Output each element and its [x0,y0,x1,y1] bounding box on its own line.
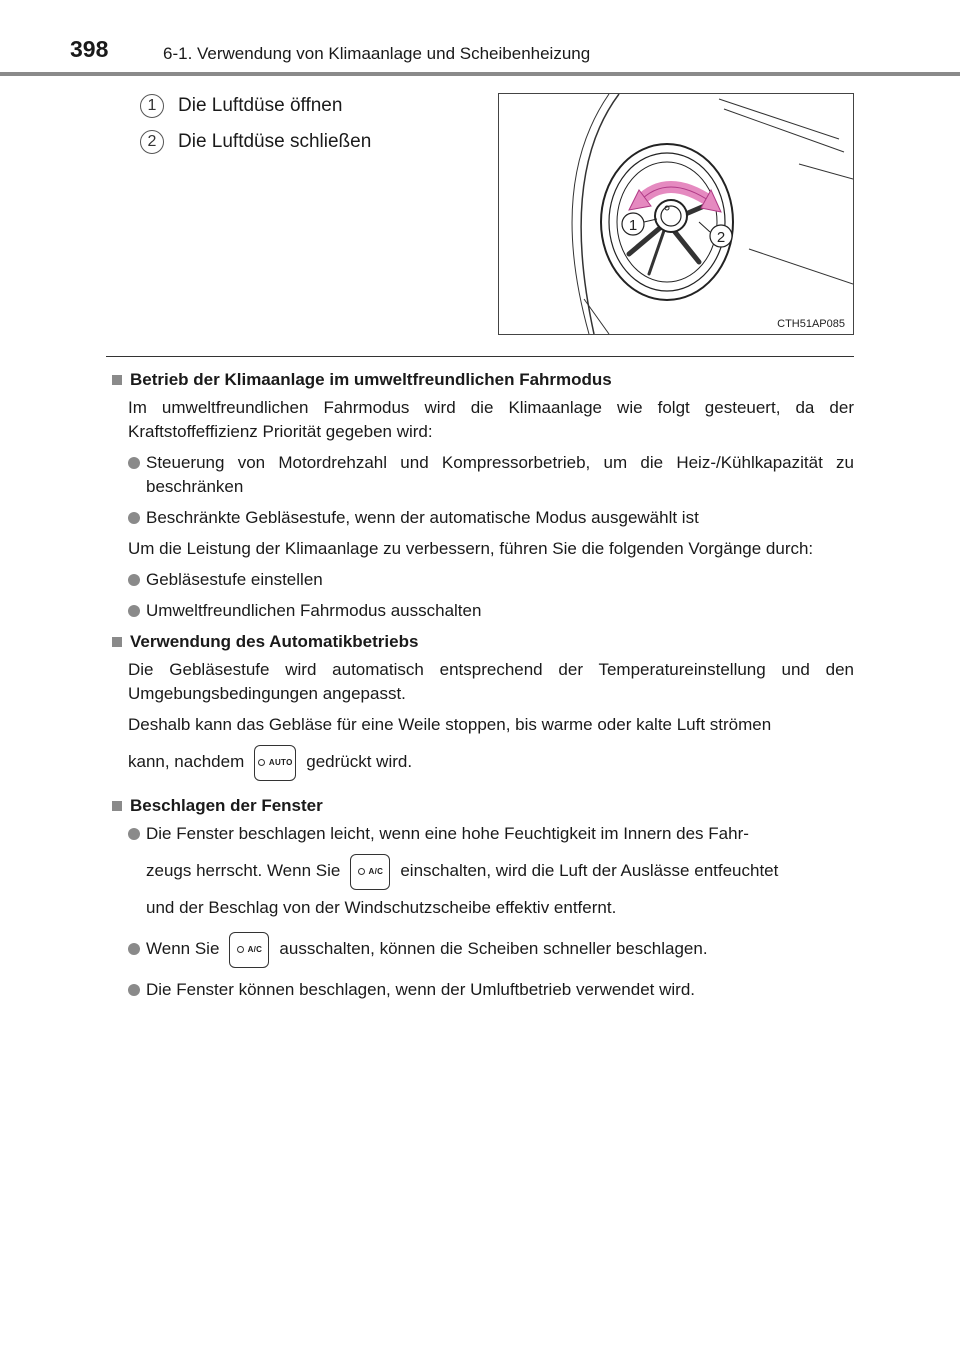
paragraph-auto-3-before: kann, nachdem [128,752,245,771]
round-bullet-icon [128,943,140,955]
fog-b2-after: ausschalten, können die Scheiben schneller beschlagen. [279,939,708,958]
section-title-fog: Beschlagen der Fenster [130,796,323,815]
fog-b1-line2-before: zeugs herrscht. Wenn Sie [146,861,341,880]
paragraph-auto-3-after: gedrückt wird. [306,752,413,771]
list-item-text [146,924,854,974]
figure-legend [140,88,371,160]
section-heading-auto [108,630,854,654]
square-bullet-icon [112,637,122,647]
dashboard-line [749,249,853,284]
list-item [108,506,854,530]
page-header [0,0,960,80]
callout-1-label: 1 [628,217,638,234]
list-item-text: Gebläsestufe einstellen [146,570,323,589]
round-bullet-icon [128,512,140,524]
section-heading-fog [108,794,854,818]
legend-item-close [140,124,371,160]
legend-text-close: Die Luftdüse schließen [178,131,372,152]
fog-b2-before: Wenn Sie [146,939,220,958]
paragraph-auto-2: Deshalb kann das Gebläse für eine Weile stoppen, bis warme oder kalte Luft strömen [128,715,772,734]
ac-button-icon [229,932,269,968]
indicator-light-icon [258,759,265,766]
paragraph-auto-1: Die Gebläsestufe wird automatisch entsprechend der Temperatureinstellung und den Umgebungsbedingungen angepasst. [128,660,854,703]
list-item-text [146,822,854,920]
round-bullet-icon [128,984,140,996]
indicator-light-icon [358,868,365,875]
paragraph-eco-intro: Im umweltfreundlichen Fahrmodus wird die Klimaanlage wie folgt gesteuert, da der Kraftstoffeffizienz Priorität gegeben wird: [128,398,854,441]
list-item-text: Beschränkte Gebläsestufe, wenn der automatische Modus ausgewählt ist [146,508,699,527]
section-divider [106,356,854,357]
paragraph-eco-improve: Um die Leistung der Klimaanlage zu verbessern, führen Sie die folgenden Vorgänge durch: [128,539,814,558]
figure-code: CTH51AP085 [777,318,845,330]
list-item [108,924,854,974]
section-heading-eco [108,368,854,392]
auto-button-label: AUTO [268,757,293,767]
fog-b1-line3: und der Beschlag von der Windschutzscheibe effektiv entfernt. [146,898,617,917]
list-item-text: Umweltfreundlichen Fahrmodus ausschalten [146,601,482,620]
fog-b1-line2 [146,846,854,896]
ac-button-label: A/C [368,866,384,876]
vent-knob-center [661,206,681,226]
air-vent-figure [498,93,854,335]
callout-2-label: 2 [716,229,726,246]
round-bullet-icon [128,605,140,617]
list-item [108,599,854,623]
legend-item-open [140,88,371,124]
number-badge-1: 1 [140,94,164,118]
list-item-text: Die Fenster können beschlagen, wenn der Umluftbetrieb verwendet wird. [146,980,696,999]
dashboard-line [799,164,853,179]
square-bullet-icon [112,801,122,811]
number-badge-2: 2 [140,130,164,154]
list-item [108,568,854,592]
indicator-light-icon [237,946,244,953]
chapter-title: 6-1. Verwendung von Klimaanlage und Scheibenheizung [163,44,591,63]
ac-button-label: A/C [247,944,263,954]
list-item [108,978,854,1002]
header-rule [0,72,960,76]
page-number: 398 [70,36,109,62]
main-content [108,368,854,1009]
ac-button-icon [350,854,390,890]
section-title-auto: Verwendung des Automatikbetriebs [130,632,419,651]
fog-b1-line2-after: einschalten, wird die Luft der Auslässe entfeuchtet [400,861,779,880]
fog-b1-line1: Die Fenster beschlagen leicht, wenn eine hohe Feuchtigkeit im Innern des Fahr- [146,824,749,843]
round-bullet-icon [128,574,140,586]
legend-text-open: Die Luftdüse öffnen [178,95,343,116]
list-item-text: Steuerung von Motordrehzahl und Kompressorbetrieb, um die Heiz-/Kühlkapazität zu beschränken [146,453,854,496]
section-title-eco: Betrieb der Klimaanlage im umweltfreundlichen Fahrmodus [130,370,612,389]
auto-button-icon [254,745,296,781]
list-item [108,822,854,920]
list-item [108,451,854,499]
dashboard-line [724,109,844,152]
square-bullet-icon [112,375,122,385]
round-bullet-icon [128,457,140,469]
paragraph-auto-3 [108,737,854,787]
dashboard-line [719,99,839,139]
air-vent-illustration [499,94,853,334]
round-bullet-icon [128,828,140,840]
